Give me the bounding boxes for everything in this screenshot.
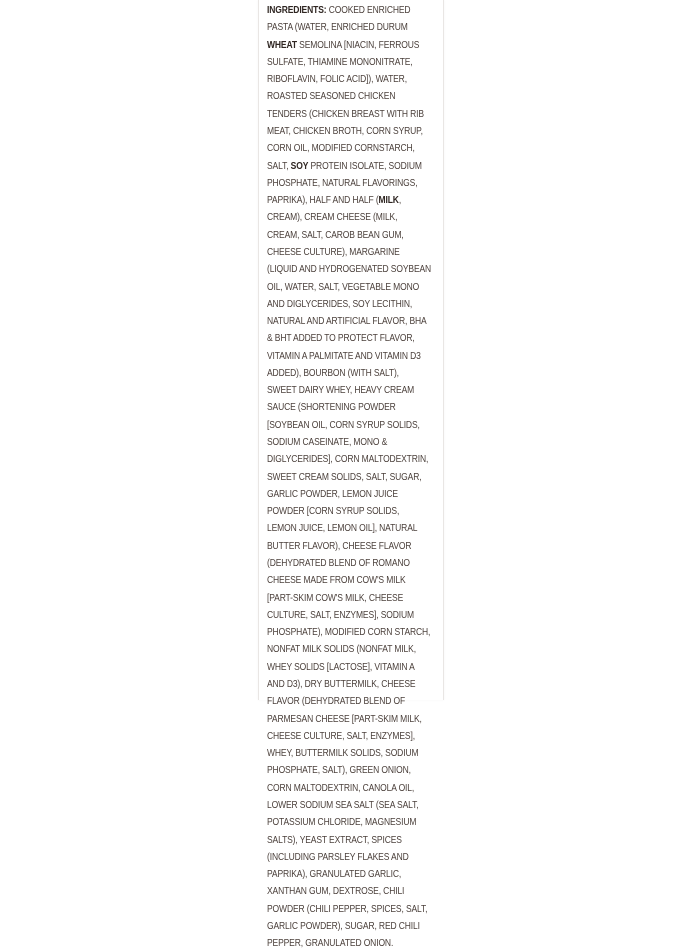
ingredient-line <box>267 451 429 468</box>
ingredient-text: SWEET CREAM SOLIDS, SALT, SUGAR, <box>267 471 422 483</box>
allergen-highlight: INGREDIENTS: <box>267 5 327 16</box>
ingredient-line <box>267 745 419 762</box>
ingredient-label-panel <box>258 0 444 950</box>
ingredient-text: (LIQUID AND HYDROGENATED SOYBEAN <box>267 264 432 276</box>
ingredient-line <box>267 590 411 607</box>
ingredient-line <box>267 88 411 105</box>
ingredient-text: PEPPER, GRANULATED ONION. <box>267 938 394 950</box>
ingredient-text: SALT, <box>267 160 291 172</box>
ingredient-text: PROTEIN ISOLATE, SODIUM <box>308 160 422 172</box>
ingredient-line <box>267 417 420 434</box>
ingredient-text: CHEESE CULTURE, SALT, ENZYMES], <box>267 730 415 742</box>
ingredient-text: PHOSPHATE, SALT), GREEN ONION, <box>267 765 411 777</box>
ingredient-text: SULFATE, THIAMINE MONONITRATE, <box>267 56 413 68</box>
ingredient-line <box>267 106 424 123</box>
ingredient-text: OIL, WATER, SALT, VEGETABLE MONO <box>267 281 420 293</box>
ingredient-text: GARLIC POWDER, LEMON JUICE <box>267 488 398 500</box>
ingredient-line <box>267 814 417 831</box>
ingredient-text: CREAM), CREAM CHEESE (MILK, <box>267 212 398 224</box>
ingredient-line <box>267 641 416 658</box>
ingredient-line <box>267 348 421 365</box>
ingredient-line <box>267 209 411 226</box>
ingredient-text: [SOYBEAN OIL, CORN SYRUP SOLIDS, <box>267 419 420 431</box>
ingredient-line <box>267 866 411 883</box>
ingredient-text: AND D3), DRY BUTTERMILK, CHEESE <box>267 678 416 690</box>
ingredient-text: VITAMIN A PALMITATE AND VITAMIN D3 <box>267 350 421 362</box>
ingredient-line <box>267 71 411 88</box>
ingredient-line <box>267 434 411 451</box>
ingredient-line <box>267 538 411 555</box>
ingredient-text: CHEESE MADE FROM COW'S MILK <box>267 575 406 587</box>
ingredient-line <box>267 572 411 589</box>
ingredient-line <box>267 883 411 900</box>
ingredient-text: COOKED ENRICHED <box>326 5 411 16</box>
ingredient-line <box>267 192 411 209</box>
ingredient-line <box>267 762 411 779</box>
ingredient-text: PAPRIKA), GRANULATED GARLIC, <box>267 869 402 881</box>
ingredient-text: & BHT ADDED TO PROTECT FLAVOR, <box>267 333 415 345</box>
ingredient-text: ROASTED SEASONED CHICKEN <box>267 91 396 103</box>
ingredient-line <box>267 279 420 296</box>
ingredient-line <box>267 158 422 175</box>
ingredient-text: FLAVOR (DEHYDRATED BLEND OF <box>267 696 406 708</box>
ingredient-line <box>267 2 411 19</box>
ingredients-list <box>267 2 432 952</box>
ingredient-text: POWDER (CHILI PEPPER, SPICES, SALT, <box>267 903 428 915</box>
ingredient-line <box>267 503 411 520</box>
ingredient-line <box>267 849 411 866</box>
ingredient-text: GARLIC POWDER), SUGAR, RED CHILI <box>267 920 420 932</box>
ingredient-text: RIBOFLAVIN, FOLIC ACID]), WATER, <box>267 74 407 86</box>
ingredient-text: SEMOLINA [NIACIN, FERROUS <box>296 39 420 51</box>
ingredient-line <box>267 659 415 676</box>
ingredient-line <box>267 711 422 728</box>
ingredient-text: [PART-SKIM COW'S MILK, CHEESE <box>267 592 404 604</box>
ingredient-text: DIGLYCERIDES], CORN MALTODEXTRIN, <box>267 454 429 466</box>
ingredient-line <box>267 399 411 416</box>
ingredient-line <box>267 313 427 330</box>
ingredient-text: (INCLUDING PARSLEY FLAKES AND <box>267 851 409 863</box>
ingredient-text: PHOSPHATE), MODIFIED CORN STARCH, <box>267 627 431 639</box>
ingredient-text: AND DIGLYCERIDES, SOY LECITHIN, <box>267 298 413 310</box>
ingredient-line <box>267 227 411 244</box>
ingredient-line <box>267 728 415 745</box>
ingredient-line <box>267 175 418 192</box>
ingredient-text: NONFAT MILK SOLIDS (NONFAT MILK, <box>267 644 416 656</box>
ingredient-line <box>267 607 414 624</box>
ingredient-text: SAUCE (SHORTENING POWDER <box>267 402 396 414</box>
ingredient-text: CORN OIL, MODIFIED CORNSTARCH, <box>267 143 415 155</box>
ingredient-text: LOWER SODIUM SEA SALT (SEA SALT, <box>267 799 419 811</box>
ingredient-text: ADDED), BOURBON (WITH SALT), <box>267 367 399 379</box>
ingredient-line <box>267 797 419 814</box>
ingredient-line <box>267 261 432 278</box>
ingredient-text: CORN MALTODEXTRIN, CANOLA OIL, <box>267 782 415 794</box>
ingredient-line <box>267 365 411 382</box>
ingredient-line <box>267 330 415 347</box>
ingredient-text: LEMON JUICE, LEMON OIL], NATURAL <box>267 523 418 535</box>
ingredient-line <box>267 832 411 849</box>
ingredient-text: TENDERS (CHICKEN BREAST WITH RIB <box>267 108 424 120</box>
ingredient-line <box>267 918 420 935</box>
ingredient-text: PAPRIKA), HALF AND HALF ( <box>267 195 379 207</box>
ingredient-line <box>267 469 422 486</box>
ingredient-text: BUTTER FLAVOR), CHEESE FLAVOR <box>267 540 412 552</box>
ingredient-line <box>267 520 418 537</box>
ingredient-line <box>267 486 411 503</box>
ingredient-text: CHEESE CULTURE), MARGARINE <box>267 246 400 258</box>
ingredient-line <box>267 382 415 399</box>
ingredient-text: PHOSPHATE, NATURAL FLAVORINGS, <box>267 177 418 189</box>
ingredient-text: POWDER [CORN SYRUP SOLIDS, <box>267 506 400 518</box>
ingredient-line <box>267 935 411 952</box>
allergen-highlight: SOY <box>290 160 309 172</box>
ingredient-text: WHEY, BUTTERMILK SOLIDS, SODIUM <box>267 748 419 760</box>
ingredient-line <box>267 555 411 572</box>
ingredient-line <box>267 693 411 710</box>
allergen-highlight: MILK <box>378 195 399 207</box>
ingredient-text: PARMESAN CHEESE [PART-SKIM MILK, <box>267 713 422 725</box>
ingredient-text: , <box>398 195 402 207</box>
ingredient-line <box>267 244 411 261</box>
ingredient-line <box>267 140 415 157</box>
ingredient-text: SWEET DAIRY WHEY, HEAVY CREAM <box>267 385 415 397</box>
ingredient-text: NATURAL AND ARTIFICIAL FLAVOR, BHA <box>267 316 427 328</box>
ingredient-line <box>267 624 431 641</box>
ingredient-line <box>267 123 423 140</box>
ingredient-line <box>267 54 411 71</box>
ingredient-text: XANTHAN GUM, DEXTROSE, CHILI <box>267 886 405 898</box>
ingredient-line <box>267 37 420 54</box>
ingredient-text: MEAT, CHICKEN BROTH, CORN SYRUP, <box>267 125 423 137</box>
ingredient-line <box>267 19 411 36</box>
ingredient-text: WHEY SOLIDS [LACTOSE], VITAMIN A <box>267 661 415 673</box>
ingredient-text: PASTA (WATER, ENRICHED DURUM <box>267 22 408 34</box>
ingredient-line <box>267 676 416 693</box>
ingredient-text: SODIUM CASEINATE, MONO & <box>267 437 388 449</box>
ingredient-text: POTASSIUM CHLORIDE, MAGNESIUM <box>267 817 417 829</box>
ingredient-line <box>267 901 428 918</box>
allergen-highlight: WHEAT <box>267 39 297 51</box>
ingredient-line <box>267 780 415 797</box>
ingredient-line <box>267 296 411 313</box>
ingredient-text: CREAM, SALT, CAROB BEAN GUM, <box>267 229 404 241</box>
ingredient-text: (DEHYDRATED BLEND OF ROMANO <box>267 558 410 569</box>
ingredient-text: SALTS), YEAST EXTRACT, SPICES <box>267 834 402 846</box>
ingredient-text: CULTURE, SALT, ENZYMES], SODIUM <box>267 609 414 621</box>
